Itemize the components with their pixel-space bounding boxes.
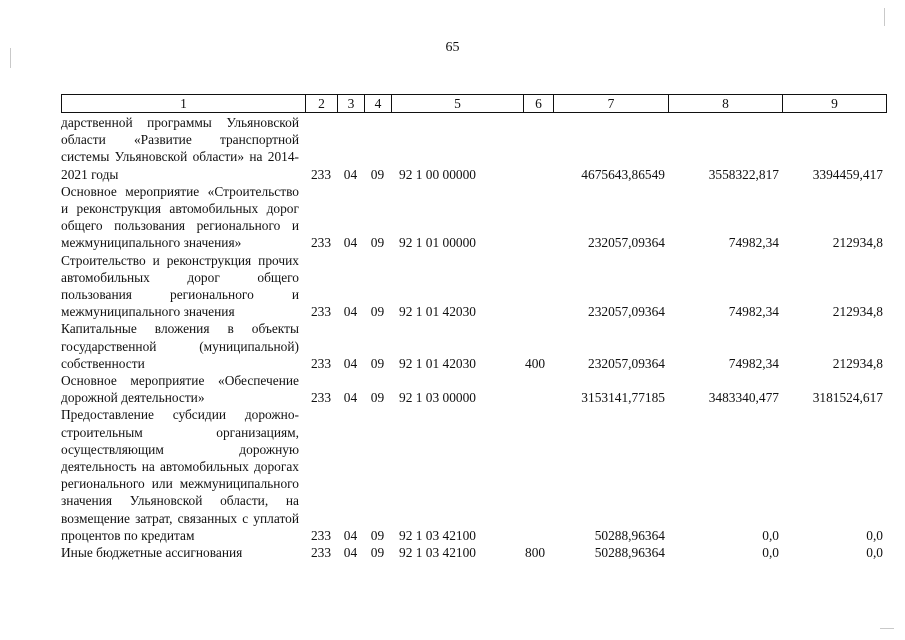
row-name: дарственной программы Ульяновской области «Развитие транспортной системы Ульяновской области» на 2014-2021 годы	[61, 115, 299, 182]
page-number: 65	[445, 40, 460, 55]
column-number-2: 2	[306, 95, 338, 113]
column-number-5: 5	[392, 95, 524, 113]
amount-col-8: 0,0	[762, 545, 779, 561]
amount-col-9: 212934,8	[832, 355, 883, 371]
scan-speck	[884, 8, 885, 26]
row-name: Строительство и реконструкция прочих автомобильных дорог общего пользования регионального и межмуниципального значения	[61, 252, 299, 320]
expense-type-code: 400	[525, 355, 546, 371]
scan-speck	[10, 48, 11, 68]
subsection-code: 09	[370, 390, 385, 406]
ministry-code: 233	[310, 355, 332, 371]
scan-speck	[880, 628, 894, 629]
row-name: Иные бюджетные ассигнования	[61, 545, 243, 561]
subsection-code: 09	[370, 545, 385, 561]
expense-type-code	[523, 114, 553, 183]
amount-col-9: 3181524,617	[812, 390, 883, 406]
column-number-7: 7	[554, 95, 669, 113]
column-number-3: 3	[338, 95, 365, 113]
column-number-4: 4	[365, 95, 392, 113]
column-number-8: 8	[669, 95, 783, 113]
amount-col-9: 3394459,417	[812, 166, 883, 182]
target-article-code: 92 1 01 42030	[399, 355, 476, 371]
column-number-9: 9	[783, 95, 887, 113]
section-code: 04	[343, 304, 358, 320]
amount-col-7: 50288,96364	[594, 527, 665, 543]
section-code: 04	[343, 545, 358, 561]
target-article-code: 92 1 03 00000	[399, 390, 476, 406]
column-number-6: 6	[524, 95, 554, 113]
expense-type-code	[523, 183, 553, 252]
amount-col-8: 74982,34	[728, 304, 779, 320]
subsection-code: 09	[370, 166, 385, 182]
amount-col-8: 3558322,817	[708, 166, 779, 182]
amount-col-9: 212934,8	[832, 304, 883, 320]
table-row	[61, 372, 886, 406]
column-number-1: 1	[62, 95, 306, 113]
budget-table	[61, 114, 886, 561]
table-row	[61, 183, 886, 252]
section-code: 04	[343, 166, 358, 182]
expense-type-code	[523, 252, 553, 321]
amount-col-7: 3153141,77185	[581, 390, 665, 406]
subsection-code: 09	[370, 235, 385, 251]
amount-col-8: 3483340,477	[708, 390, 779, 406]
row-name: Капитальные вложения в объекты государственной (муниципальной) собственности	[61, 321, 299, 371]
section-code: 04	[343, 355, 358, 371]
column-number-header	[61, 94, 887, 113]
target-article-code: 92 1 00 00000	[399, 166, 476, 182]
section-code: 04	[343, 235, 358, 251]
subsection-code: 09	[370, 304, 385, 320]
target-article-code: 92 1 03 42100	[399, 527, 476, 543]
subsection-code: 09	[370, 527, 385, 543]
row-name: Предоставление субсидии дорожно-строительным организациям, осуществляющим дорожную деятельность на автомобильных дорогах регионального или межмуниципального значения Ульяновской области, на возмещение затрат, связанных с уплатой процентов по кредитам	[61, 407, 299, 543]
amount-col-7: 50288,96364	[594, 545, 665, 561]
ministry-code: 233	[310, 304, 332, 320]
amount-col-7: 4675643,86549	[581, 166, 665, 182]
ministry-code: 233	[310, 166, 332, 182]
amount-col-9: 0,0	[866, 527, 883, 543]
ministry-code: 233	[310, 235, 332, 251]
subsection-code: 09	[370, 355, 385, 371]
table-row	[61, 320, 886, 372]
ministry-code: 233	[310, 545, 332, 561]
amount-col-8: 74982,34	[728, 235, 779, 251]
target-article-code: 92 1 03 42100	[399, 545, 476, 561]
amount-col-8: 74982,34	[728, 355, 779, 371]
target-article-code: 92 1 01 42030	[399, 304, 476, 320]
expense-type-code	[523, 406, 553, 544]
ministry-code: 233	[310, 390, 332, 406]
amount-col-9: 0,0	[866, 545, 883, 561]
table-row	[61, 406, 886, 544]
header-row	[62, 95, 887, 113]
table-row	[61, 114, 886, 183]
ministry-code: 233	[310, 527, 332, 543]
section-code: 04	[343, 527, 358, 543]
amount-col-7: 232057,09364	[588, 355, 665, 371]
row-name: Основное мероприятие «Обеспечение дорожной деятельности»	[61, 373, 299, 406]
row-name: Основное мероприятие «Строительство и реконструкция автомобильных дорог общего пользования регионального и межмуниципального значения»	[61, 183, 299, 251]
table-row	[61, 252, 886, 321]
amount-col-7: 232057,09364	[588, 235, 665, 251]
table-row	[61, 544, 886, 561]
amount-col-9: 212934,8	[832, 235, 883, 251]
section-code: 04	[343, 390, 358, 406]
expense-type-code	[523, 372, 553, 406]
amount-col-8: 0,0	[762, 527, 779, 543]
target-article-code: 92 1 01 00000	[399, 235, 476, 251]
amount-col-7: 232057,09364	[588, 304, 665, 320]
expense-type-code: 800	[525, 545, 546, 561]
